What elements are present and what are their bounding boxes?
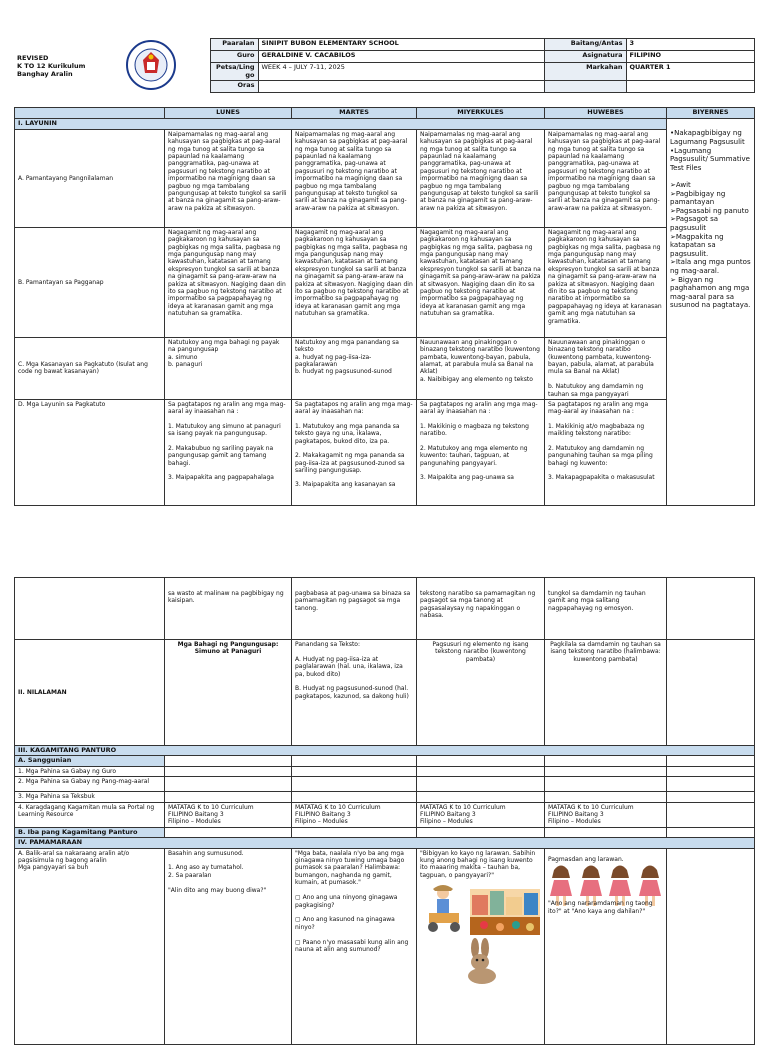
- row-label: 3. Mga Pahina sa Teksbuk: [15, 792, 165, 802]
- row-label: A. Balik-aral sa nakaraang aralin at/o pagsisimula ng bagong aralin Mga pangyayari sa buh: [15, 848, 165, 1044]
- section-heading: B. Iba pang Kagamitang Panturo: [15, 827, 165, 837]
- cell: Nagagamit ng mag-aaral ang pagkakaroon ng kahusayan sa pagbigkas ng mga salita, pagbasa ng mga pangungusap nang may kawastuhan, katatasan at tamang ekspresyon tungkol sa sarili at banza na ginagamit sa pang-araw-araw na pakiza at sitwasyon. Nagiging daan din ito sa pagbuo ng tekstong naratibo at impormatibo sa pagpapahayag ng ideya at karanasan gamit ang mga natutuhan sa gramatika.: [292, 227, 417, 337]
- section-heading: IV. PAMAMARAAN: [15, 838, 755, 848]
- cell-line: 3. Maipakita ang pag-unawa sa: [420, 473, 514, 481]
- cell-line: Sa pagtatapos ng aralin ang mga mag-aaral ay inaasahan na :: [548, 401, 649, 416]
- plan-table-2: [14, 577, 755, 1045]
- field-label: [544, 81, 626, 93]
- field-label: Guro: [210, 51, 258, 63]
- header-table: [14, 38, 755, 93]
- cell-line: 1. Makikinig at/o magbabaza ng maikling tekstong naratibo:: [548, 422, 645, 438]
- day-header: MIYERKULES: [417, 108, 545, 119]
- cell: Natutukoy ang mga panandang sa teksto a. hudyat ng pag-iisa-iza-pagkalarawan b. hudyat ng pagsusunod-sunod: [292, 337, 417, 399]
- cell: Naipamamalas ng mag-aaral ang kahusayan sa pagbigkas at pag-aaral ng mga tunog at salita tungo sa papaunlad na kaalamang panggramatika, pag-unawa at pagsusuri ng tekstong naratibo at impormatibo na maginigng daan sa pagbuo ng mga tambalang pangungusap at teksto tungkol sa sarili at banza na ginagamit sa pang-araw-araw na pakiza at sitwasyon.: [417, 129, 545, 227]
- deped-seal: [92, 39, 210, 93]
- row-label: 2. Mga Pahina sa Gabay ng Pang-mag-aaral: [15, 777, 165, 792]
- cell: Mga Bahagi ng Pangungusap: Simuno at Panaguri: [165, 640, 292, 746]
- section-heading: A. Sanggunian: [15, 756, 165, 766]
- day-header: MARTES: [292, 108, 417, 119]
- cell: MATATAG K to 10 Curriculum FILIPINO Baitang 3 Filipino – Modules: [165, 802, 292, 827]
- cell-line: 1. Makikinig o magbaza ng tekstong naratibo.: [420, 422, 529, 438]
- quarter-value: QUARTER 1: [626, 63, 754, 81]
- section-heading: I. LAYUNIN: [15, 119, 667, 129]
- cell: tekstong naratibo sa pamamagitan ng pagsagot sa mga tanong at pagsasalaysay ng napakinggan o nabasa.: [417, 578, 545, 640]
- day-header: BIYERNES: [667, 108, 755, 119]
- corner-cell: [15, 108, 165, 119]
- lesson-plan-page-1: [14, 38, 754, 506]
- cell: Panandang sa Teksto: A. Hudyat ng pag-iisa-iza at paglalarawan (hal. una, ikalawa, iza pa, bukod dito) B. Hudyat ng pagsusunod-sunod (hal. pagkatapos, kazunod, sa dakong huli): [292, 640, 417, 746]
- cell: tungkol sa damdamin ng tauhan gamit ang mga salitang nagpapahayag ng emosyon.: [545, 578, 667, 640]
- rabbit-icon: [460, 938, 502, 984]
- subject-value: FILIPINO: [626, 51, 754, 63]
- cell-line: 1. Matutukoy ang mga pananda sa teksto gaya ng una, ikalawa, pagkatapos, bukod dito, iza pa.: [295, 422, 400, 445]
- field-label: Petsa/Linggo: [210, 63, 258, 81]
- cell: Basahin ang sumusunod. 1. Ang aso ay tumatahol. 2. Sa paaralan "Alin dito ang may buong diwa?": [165, 848, 292, 1044]
- cell: Naipamamalas ng mag-aaral ang kahusayan sa pagbigkas at pag-aaral ng mga tunog at salita tungo sa papaunlad na kaalamang panggramatika, pag-unawa at pagsusuri ng tekstong naratibo at impormatibo na maginigng daan sa pagbuo ng mga tambalang pangungusap at teksto tungkol sa sarili at banza na ginagamit sa pang-araw-araw na pakiza at sitwasyon.: [545, 129, 667, 227]
- cell: [667, 578, 755, 640]
- cell: Naipamamalas ng mag-aaral ang kahusayan sa pagbigkas at pag-aaral ng mga tunog at salita tungo sa papaunlad na kaalamang panggramatika, pag-unawa at pagsusuri ng tekstong naratibo at impormatibo na maginigng daan sa pagbuo ng mga tambalang pangungusap at teksto tungkol sa sarili at banza na ginagamit sa pang-araw-araw na pakiza at sitwasyon.: [292, 129, 417, 227]
- cell: pagbabasa at pag-unawa sa binaza sa pamamagitan ng pagsagot sa mga tanong.: [292, 578, 417, 640]
- cell-line: 3. Maipapakita ang kasanayan sa: [295, 481, 396, 489]
- cell-line: 2. Makakagamit ng mga pananda sa pag-iisa-iza at pagsusunod-zunod sa sariling pangungusap.: [295, 452, 405, 474]
- row-label: A. Pamantayang Pangnilalaman: [15, 129, 165, 227]
- cell: MATATAG K to 10 Curriculum FILIPINO Baitang 3 Filipino – Modules: [545, 802, 667, 827]
- cell-line: 2. Matutukoy ang damdamin ng pangunahing tauhan sa mga piling bahagi ng kuwento:: [548, 444, 653, 467]
- friday-column: •Nakapagbibigay ng Lagumang Pagsusulit •Lagumang Pagsusulit/ Summative Test Files ➢Awit ➢Pagbibigay ng pamantayan ➢Pagsasabi ng panuto ➢Pagsagot sa pagsusulit ➢Magpakita ng katapatan sa pagsusulit. ➢Itala ang mga puntos ng mag-aaral. ➢ Bigyan ng paghahamon ang mga mag-aaral para sa susunod na pagtataya.: [667, 119, 755, 506]
- cell-text: Pagmasdan ang larawan. "Ano ang nararamdaman ng taong ito?" at "Ano kaya ang dahilan?": [548, 855, 653, 915]
- market-scene-icon: [470, 889, 540, 935]
- cell: Nauunawaan ang pinakinggan o binazang tekstong naratibo (kuwentong pambata, kuwentong-bayan, pabula, alamat, at parabula mula sa Banal na Aklat) a. Naibibigay ang elemento ng teksto: [417, 337, 545, 399]
- cell: MATATAG K to 10 Curriculum FILIPINO Baitang 3 Filipino – Modules: [417, 802, 545, 827]
- cell: [545, 848, 667, 1044]
- cell: [545, 400, 667, 506]
- section-heading: III. KAGAMITANG PANTURO: [15, 746, 755, 756]
- vendor-icon: [421, 883, 469, 935]
- day-header: HUWEBES: [545, 108, 667, 119]
- teacher-value: GERALDINE V. CACABILOS: [258, 51, 544, 63]
- time-value: [258, 81, 544, 93]
- cell: Pagkilala sa damdamin ng tauhan sa isang tekstong naratibo (halimbawa: kuwentong pambata): [545, 640, 667, 746]
- field-label: Asignatura: [544, 51, 626, 63]
- cell-line: 2. Makabubuo ng sariling payak na pangungusap gamit ang tamang bahagi.: [168, 444, 274, 467]
- week-value: WEEK 4 – JULY 7-11, 2025: [258, 63, 544, 81]
- cell: "Mga bata, naalala n'yo ba ang mga ginagawa ninyo tuwing umaga bago pumasok sa paaralan? Halimbawa: bumangon, naghanda ng gamit, kumain, at pumasok." ▢ Ano ang una ninyong ginagawa pagkagising? ▢ Ano ang kasunod na ginagawa ninyo? ▢ Paano n'yo masasabi kung alin ang nauna at alin ang sumunod?: [292, 848, 417, 1044]
- cell: Naipamamalas ng mag-aaral ang kahusayan sa pagbigkas at pag-aaral ng mga tunog at salita tungo sa papaunlad na kaalamang panggramatika, pag-unawa at pagsusuri ng tekstong naratibo at impormatibo na maginigng daan sa pagbuo ng mga tambalang pangungusap at teksto tungkol sa sarili at banza na ginagamit sa pang-araw-araw na pakiza at sitwasyon.: [165, 129, 292, 227]
- row-label: 4. Karagdagang Kagamitan mula sa Portal ng Learning Resource: [15, 802, 165, 827]
- cell: Natutukoy ang mga bahagi ng payak na pangungusap a. simuno b. panaguri: [165, 337, 292, 399]
- cell: [417, 848, 545, 1044]
- plan-table-1: [14, 107, 755, 506]
- cell: Nagagamit ng mag-aaral ang pagkakaroon ng kahusayan sa pagbigkas ng mga salita, pagbasa ng mga pangungusap nang may kawastuhan, katatasan at tamang ekspresyon tungkol sa sarili at banza na ginagamit sa pang-araw-araw na pakiza at sitwasyon. Nagiging daan din ito sa pagbuo ng tekstong naratibo at impormatibo sa pagpapahayag ng ideya at karanasan gamit ang mga natutuhan sa gramatika.: [417, 227, 545, 337]
- row-label: B. Pamantayan sa Pagganap: [15, 227, 165, 337]
- cell-text: "Bibigyan ko kayo ng larawan. Sabihin kung anong bahagi ng isang kuwento ito maaaring makita – tauhan ba, tagpuan, o pangyayari?": [420, 849, 536, 879]
- empty-value: [626, 81, 754, 93]
- row-label: 1. Mga Pahina sa Gabay ng Guro: [15, 766, 165, 776]
- cell: sa wasto at malinaw na pagbibigay ng kaisipan.: [165, 578, 292, 640]
- cell-line: 3. Maipapakita ang pagpapahalaga: [168, 473, 274, 481]
- school-value: SINIPIT BUBON ELEMENTARY SCHOOL: [258, 39, 544, 51]
- field-label: Markahan: [544, 63, 626, 81]
- cell: Pagsusuri ng elemento ng isang tekstong naratibo (kuwentong pambata): [417, 640, 545, 746]
- day-header: LUNES: [165, 108, 292, 119]
- cell: [667, 848, 755, 1044]
- cell-line: 1. Matutukoy ang simuno at panaguri sa isang payak na pangungusap.: [168, 422, 281, 438]
- cell-line: Sa pagtatapos ng aralin ang mga mag-aaral ay inaasahan na:: [295, 401, 413, 416]
- grade-value: 3: [626, 39, 754, 51]
- row-label: C. Mga Kasanayan sa Pagkatuto (Isulat ang code ng bawat kasanayan): [15, 337, 165, 399]
- cell-line: 2. Matutukoy ang mga elemento ng kuwento: tauhan, tagpuan, at pangunahing pangyayari.: [420, 444, 528, 467]
- section-heading: II. NILALAMAN: [15, 640, 165, 746]
- cell-line: Sa pagtatapos ng aralin ang mga mag-aaral ay inaasahan na :: [168, 401, 286, 416]
- cell: MATATAG K to 10 Curriculum FILIPINO Baitang 3 Filipino – Modules: [292, 802, 417, 827]
- field-label: Baitang/Antas: [544, 39, 626, 51]
- cell: Nauunawaan ang pinakinggan o binazang tekstong naratibo (kuwentong pambata, kuwentong-bayan, pabula, alamat, at parabula mula sa Banal na Aklat) b. Natutukoy ang damdamin ng tauhan sa mga pangyayari: [545, 337, 667, 399]
- field-label: Oras: [210, 81, 258, 93]
- cell: [165, 400, 292, 506]
- cell: Nagagamit ng mag-aaral ang pagkakaroon ng kahusayan sa pagbigkas ng mga salita, pagbasa ng mga pangungusap nang may kawastuhan, katatasan at tamang ekspresyon tungkol sa sarili at banza na ginagamit sa pang-araw-araw na pakiza at sitwasyon. Nagiging daan din ito sa pagbuo ng tekstong naratibo at impormatibo sa pagpapahayag ng ideya at karanasan gamit ang mga natutuhan sa gramatika.: [545, 227, 667, 337]
- cell: [15, 578, 165, 640]
- doc-type: REVISED K TO 12 Kurikulum Banghay Aralin: [17, 53, 86, 78]
- story-images: [420, 883, 541, 986]
- cell: Nagagamit ng mag-aaral ang pagkakaroon ng kahusayan sa pagbigkas ng mga salita, pagbasa ng mga pangungusap nang may kawastuhan, katatasan at tamang ekspresyon tungkol sa sarili at banza na ginagamit sa pang-araw-araw na pakiza at sitwasyon. Nagiging daan din ito sa pagbuo ng tekstong naratibo at impormatibo sa pagpapahayag ng ideya at karanasan gamit ang mga natutuhan sa gramatika.: [165, 227, 292, 337]
- lesson-plan-page-2: [14, 577, 754, 1045]
- cell: [292, 400, 417, 506]
- cell: [667, 640, 755, 746]
- deped-seal-icon: [126, 40, 176, 90]
- cell-line: 3. Makapagpapakita o makasusulat: [548, 473, 655, 481]
- field-label: Paaralan: [210, 39, 258, 51]
- row-label: D. Mga Layunin sa Pagkatuto: [15, 400, 165, 506]
- cell-line: Sa pagtatapos ng aralin ang mga mag-aaral ay inaasahan na :: [420, 401, 538, 416]
- cell: [417, 400, 545, 506]
